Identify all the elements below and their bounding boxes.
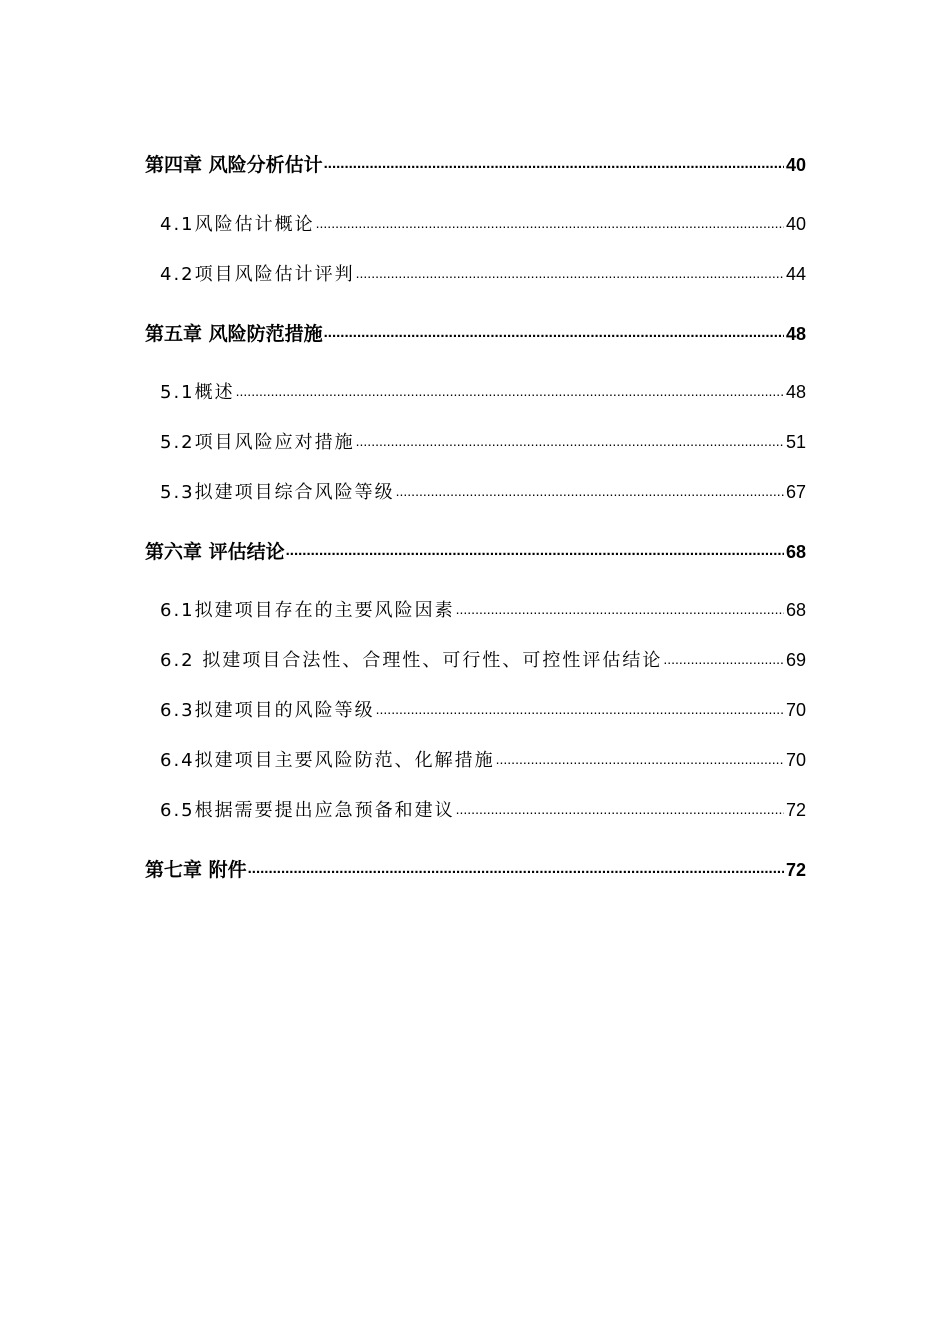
dot-leader bbox=[324, 321, 784, 340]
toc-page-number: 51 bbox=[785, 432, 806, 452]
toc-page-number: 70 bbox=[785, 700, 806, 720]
toc-entry-label: 6.3拟建项目的风险等级 bbox=[160, 700, 375, 721]
toc-entry-label: 第五章 风险防范措施 bbox=[145, 323, 323, 345]
toc-chapter-7[interactable] bbox=[145, 855, 806, 882]
toc-section-5-2[interactable] bbox=[160, 428, 806, 454]
dot-leader bbox=[396, 480, 784, 498]
toc-page-number: 70 bbox=[785, 750, 806, 770]
toc-entry-label: 6.2 拟建项目合法性、合理性、可行性、可控性评估结论 bbox=[160, 650, 663, 671]
toc-section-4-1[interactable] bbox=[160, 210, 806, 236]
toc-page-number: 67 bbox=[785, 482, 806, 502]
toc-page-number: 68 bbox=[785, 542, 806, 562]
toc-entry-label: 5.3拟建项目综合风险等级 bbox=[160, 482, 395, 503]
toc-page-number: 72 bbox=[785, 800, 806, 820]
toc-page-number: 72 bbox=[785, 860, 806, 880]
toc-entry-label: 5.1概述 bbox=[160, 382, 235, 403]
dot-leader bbox=[236, 380, 784, 398]
toc-entry-label: 5.2项目风险应对措施 bbox=[160, 432, 355, 453]
toc-page-number: 69 bbox=[785, 650, 806, 670]
toc-page-number: 68 bbox=[785, 600, 806, 620]
toc-section-6-1[interactable] bbox=[160, 596, 806, 622]
dot-leader bbox=[456, 598, 784, 616]
toc-page-number: 44 bbox=[785, 264, 806, 284]
toc-entry-label: 第七章 附件 bbox=[145, 859, 247, 881]
toc-section-6-3[interactable] bbox=[160, 696, 806, 722]
dot-leader bbox=[316, 212, 784, 230]
toc-section-6-4[interactable] bbox=[160, 746, 806, 772]
toc-entry-label: 6.1拟建项目存在的主要风险因素 bbox=[160, 600, 455, 621]
dot-leader bbox=[663, 648, 784, 666]
toc-chapter-6[interactable] bbox=[145, 537, 806, 564]
dot-leader bbox=[456, 798, 784, 816]
dot-leader bbox=[356, 262, 784, 280]
toc-entry-label: 4.1风险估计概论 bbox=[160, 214, 315, 235]
toc-section-6-2[interactable] bbox=[160, 646, 806, 672]
toc-entry-label: 第六章 评估结论 bbox=[145, 541, 285, 563]
toc-section-4-2[interactable] bbox=[160, 260, 806, 286]
toc-entry-label: 4.2项目风险估计评判 bbox=[160, 264, 355, 285]
toc-entry-label: 6.4拟建项目主要风险防范、化解措施 bbox=[160, 750, 495, 771]
dot-leader bbox=[496, 748, 784, 766]
toc-section-6-5[interactable] bbox=[160, 796, 806, 822]
toc-entry-label: 第四章 风险分析估计 bbox=[145, 154, 323, 176]
toc-page-number: 40 bbox=[785, 155, 806, 175]
dot-leader bbox=[324, 152, 784, 171]
dot-leader bbox=[376, 698, 784, 716]
toc-page-number: 48 bbox=[785, 382, 806, 402]
toc-page-number: 48 bbox=[785, 324, 806, 344]
toc-page-number: 40 bbox=[785, 214, 806, 234]
toc-section-5-1[interactable] bbox=[160, 378, 806, 404]
dot-leader bbox=[286, 539, 784, 558]
toc-chapter-4[interactable] bbox=[145, 150, 806, 177]
toc-entry-label: 6.5根据需要提出应急预备和建议 bbox=[160, 800, 455, 821]
toc-section-5-3[interactable] bbox=[160, 478, 806, 504]
dot-leader bbox=[248, 857, 784, 876]
dot-leader bbox=[356, 430, 784, 448]
toc-chapter-5[interactable] bbox=[145, 319, 806, 346]
